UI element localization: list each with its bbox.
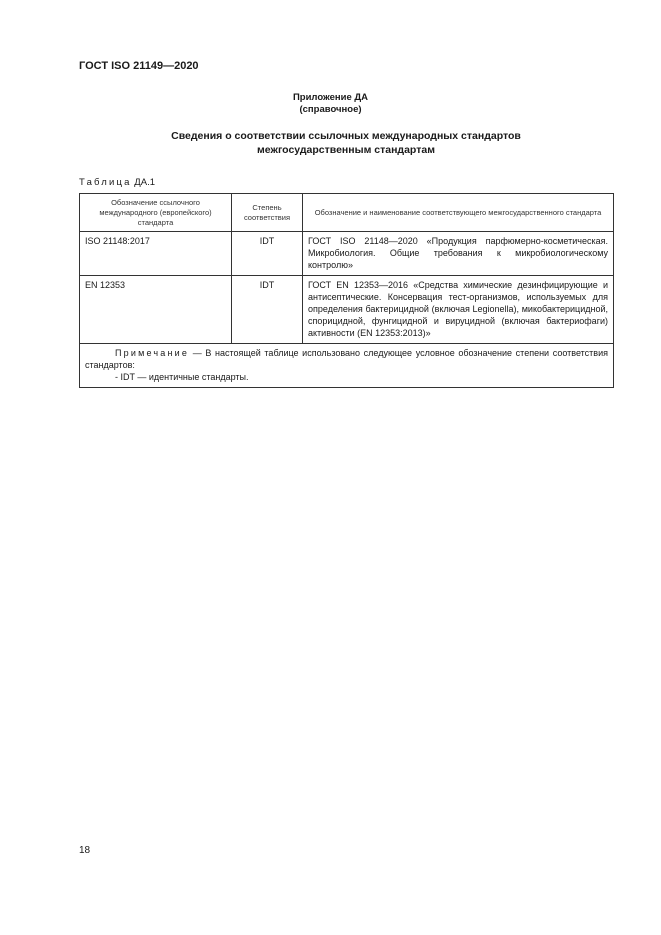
document-code: ГОСТ ISO 21149—2020 [79, 60, 199, 72]
annex-title [0, 92, 661, 116]
section-title [0, 129, 661, 157]
annex-label: Приложение ДА [292, 92, 369, 103]
table-note-row [80, 344, 614, 388]
reference-table [79, 193, 614, 388]
reference-cell: EN 12353 [80, 276, 232, 344]
table-row [80, 276, 614, 344]
note-text: — В настоящей таблице использовано следующее условное обозначение степени соответствия стандартов: [85, 348, 608, 370]
page-number: 18 [79, 845, 91, 856]
section-title-line2: межгосударственным стандартам [257, 144, 435, 156]
national-standard-cell: ГОСТ EN 12353—2016 «Средства химические дезинфицирующие и антисептические. Консервация тест-организмов, используемых для определения бактерицидной (включая Legionella), микобактерицидной, спорицидной, фунгицидной и вируцидной (включая бактериофаги) активности (EN 12353:2013)» [303, 276, 614, 344]
table-header-row [80, 194, 614, 232]
reference-cell: ISO 21148:2017 [80, 232, 232, 276]
degree-cell: IDT [232, 276, 303, 344]
table-caption-word: Таблица [79, 177, 132, 188]
national-standard-cell: ГОСТ ISO 21148—2020 «Продукция парфюмерно-косметическая. Микробиология. Общие требования к микробиологическому контролю» [303, 232, 614, 276]
note-label: Примечание [115, 348, 190, 358]
column-header-reference: Обозначение ссылочного международного (европейского) стандарта [80, 194, 232, 232]
annex-status: (справочное) [299, 104, 362, 115]
note-item: - IDT — идентичные стандарты. [115, 372, 249, 382]
degree-cell: IDT [232, 232, 303, 276]
table-row [80, 232, 614, 276]
column-header-national: Обозначение и наименование соответствующего межгосударственного стандарта [303, 194, 614, 232]
column-header-degree: Степень соответствия [232, 194, 303, 232]
table-caption-number: ДА.1 [134, 177, 155, 188]
table-note [80, 344, 614, 388]
section-title-line1: Сведения о соответствии ссылочных международных стандартов [171, 130, 521, 142]
table-caption [79, 177, 155, 188]
